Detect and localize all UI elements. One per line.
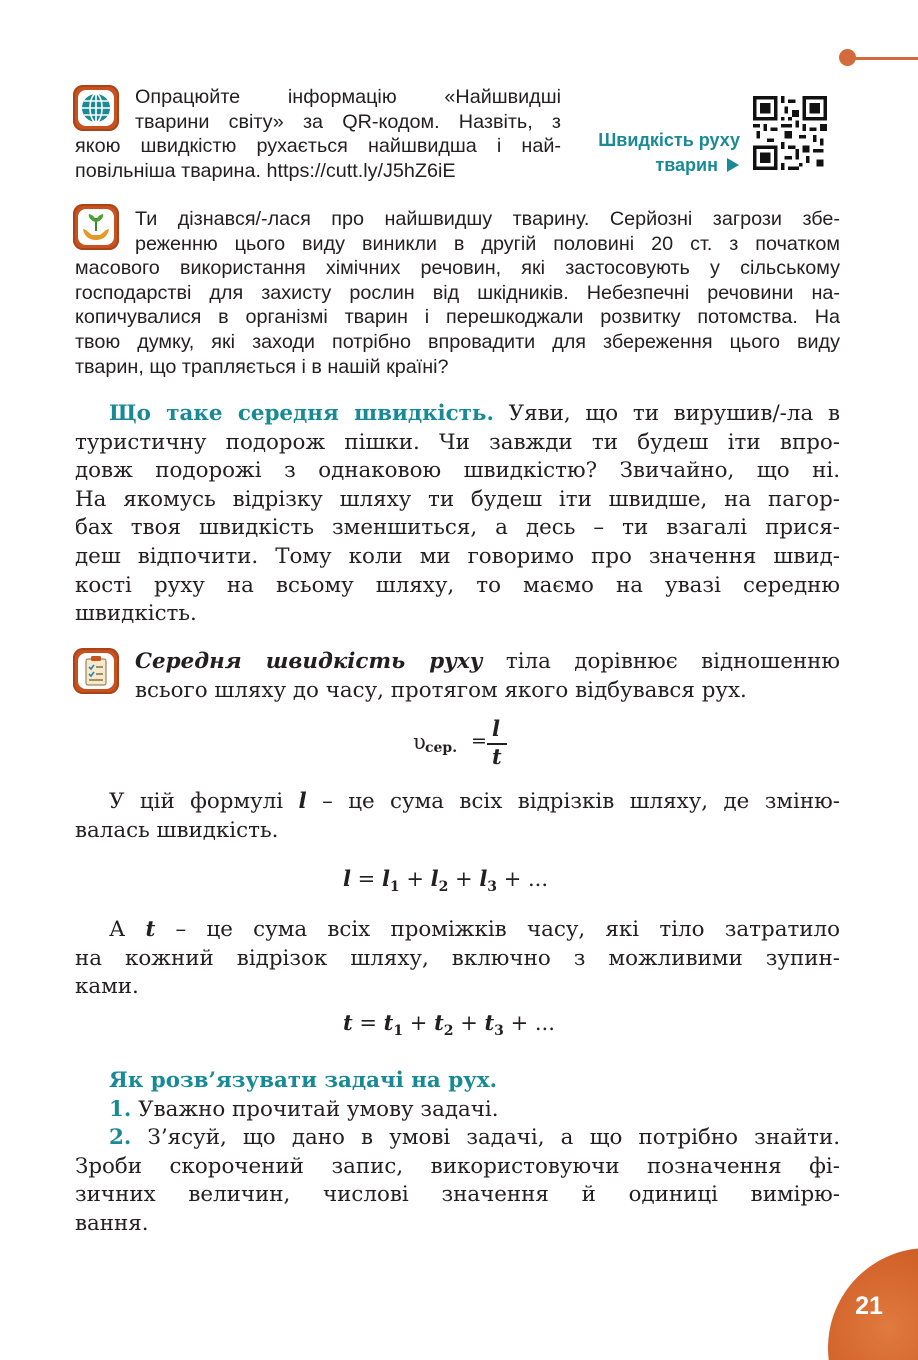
f3-s1: 1 <box>393 1023 404 1039</box>
eco-line-1: Ти дізнався/-лася про найшвидшу тварину. Серйозні загрози збе- <box>135 208 840 230</box>
tasks-heading: Як розв’язувати задачі на рух. <box>109 1068 498 1093</box>
page-number: 21 <box>855 1291 883 1320</box>
formula-v: υ <box>413 730 426 754</box>
task-2-line-3: зичних величин, числові значення й одиниці вимірю- <box>75 1182 840 1208</box>
qr-line-2: тварини світу» за QR-кодом. Назвіть, з <box>135 110 561 133</box>
qr-instruction <box>75 85 561 183</box>
time-sum-formula: $t = t_1 + t_2 + t_3$ + ... <box>343 1010 555 1039</box>
f3-lhs: t <box>343 1010 353 1035</box>
f2-lhs: l <box>343 866 351 891</box>
f3-t2: t <box>434 1010 444 1035</box>
time-note <box>75 916 840 1002</box>
time-note-a: А <box>109 917 146 942</box>
task-2-line-4: вання. <box>75 1210 149 1236</box>
play-arrow-icon <box>726 157 740 173</box>
avg-speed-heading: Що таке середня швидкість. <box>109 401 494 426</box>
f2-tail: + ... <box>503 867 549 891</box>
qr-caption-line-1: Швидкість руху <box>598 130 740 150</box>
definition-term: Середня швидкість руху <box>135 649 483 674</box>
f3-s3: 3 <box>494 1023 504 1039</box>
definition <box>135 648 840 705</box>
avg-speed-formula <box>413 716 513 770</box>
task-2-text: З’ясуй, що дано в умові задачі, а що потрібно знайти. <box>131 1125 840 1151</box>
task-2-num: 2. <box>109 1125 132 1151</box>
eco-line-3: масового використання хімічних речовин, які застосовують у сільському <box>75 257 840 280</box>
path-sum-formula: $l = l_1 + l_2 + l_3$ + ... <box>343 866 549 895</box>
eco-line-2: реженню цього виду виникли в другій половині 20 ст. з початком <box>135 232 840 255</box>
definition-line-1: тіла дорівнює відношенню <box>482 649 840 674</box>
notebook-icon <box>73 648 119 694</box>
avg-speed-line-5: бах твоя швидкість зменшиться, а десь – ти взагалі прися- <box>75 515 840 541</box>
task-2-line-2: Зроби скорочений запис, використовуючи позначення фі- <box>75 1153 840 1179</box>
tasks-section <box>75 1067 840 1239</box>
qr-line-1: Опрацюйте інформацію «Найшвидші <box>135 86 561 108</box>
avg-speed-line-4: На якомусь відрізку шляху ти будеш іти швидше, на пагор- <box>75 486 840 512</box>
f2-s3: 3 <box>487 879 498 895</box>
formula-v-sub: сер. <box>425 740 458 756</box>
f2-s1: 1 <box>389 879 400 895</box>
time-note-line-2: на кожний відрізок шляху, включно з можливими зупин- <box>75 945 840 971</box>
qr-caption[interactable] <box>585 128 740 178</box>
qr-caption-line-2: тварин <box>655 155 718 175</box>
f3-t3: t <box>484 1010 495 1035</box>
avg-speed-line-1: Уяви, що ти вирушив/-ла в <box>493 401 840 426</box>
definition-line-2: всього шляху до часу, протягом якого відбувався рух. <box>135 677 747 703</box>
top-decor-line <box>850 57 918 60</box>
qr-code-icon[interactable] <box>753 96 827 170</box>
f3-s2: 2 <box>443 1023 454 1039</box>
avg-speed-line-2: туристичну подорож пішки. Чи завжди ти будеш іти впро- <box>75 429 840 455</box>
task-1-text: Уважно прочитай умову задачі. <box>131 1096 499 1122</box>
formula-note <box>75 788 840 845</box>
formula-note-b: – це сума всіх відрізків шляху, де зміню- <box>306 789 840 814</box>
eco-line-6: твою думку, які заходи потрібно впровадити для збереження цього виду <box>75 330 840 353</box>
eco-line-5: копичувалися в організмі тварин і перешкоджали розвитку потомства. На <box>75 306 840 329</box>
avg-speed-line-8: швидкість. <box>75 601 197 627</box>
formula-eq: = <box>471 730 487 752</box>
formula-den: t <box>492 744 502 769</box>
avg-speed-line-3: довж подорожі з однаковою швидкістю? Звичайно, що ні. <box>75 458 840 484</box>
formula-num: l <box>492 716 500 741</box>
top-decor-dot <box>839 49 856 66</box>
qr-line-3: якою швидкістю рухається найшвидша і най- <box>75 135 561 158</box>
avg-speed-line-7: кості руху на всьому шляху, то маємо на увазі середню <box>75 572 840 598</box>
f2-s2: 2 <box>438 879 449 895</box>
f2-t2: l <box>430 866 439 891</box>
qr-line-4: повільніша тварина. https://cutt.ly/J5hZ6iE <box>75 159 456 182</box>
time-note-var: t <box>145 917 156 942</box>
f2-t1: l <box>381 866 390 891</box>
avg-speed-line-6: деш відпочити. Тому коли ми говоримо про значення швид- <box>75 543 840 569</box>
eco-line-7: тварин, що трапляється і в нашій країні? <box>75 355 449 378</box>
formula-note-line-2: валась швидкість. <box>75 817 279 843</box>
avg-speed-paragraph <box>75 400 840 629</box>
time-note-b: – це сума всіх проміжків часу, які тіло затратило <box>155 917 841 942</box>
time-note-line-3: ками. <box>75 974 139 1000</box>
eco-line-4: господарстві для захисту рослин від шкідників. Небезпечні речовини на- <box>75 281 840 304</box>
formula-note-a: У цій формулі <box>109 789 299 814</box>
task-1-num: 1. <box>109 1096 132 1122</box>
f2-t3: l <box>479 866 488 891</box>
f3-t1: t <box>383 1010 394 1035</box>
f3-tail: + ... <box>510 1011 555 1035</box>
formula-note-var: l <box>298 789 307 814</box>
eco-paragraph <box>75 207 840 379</box>
